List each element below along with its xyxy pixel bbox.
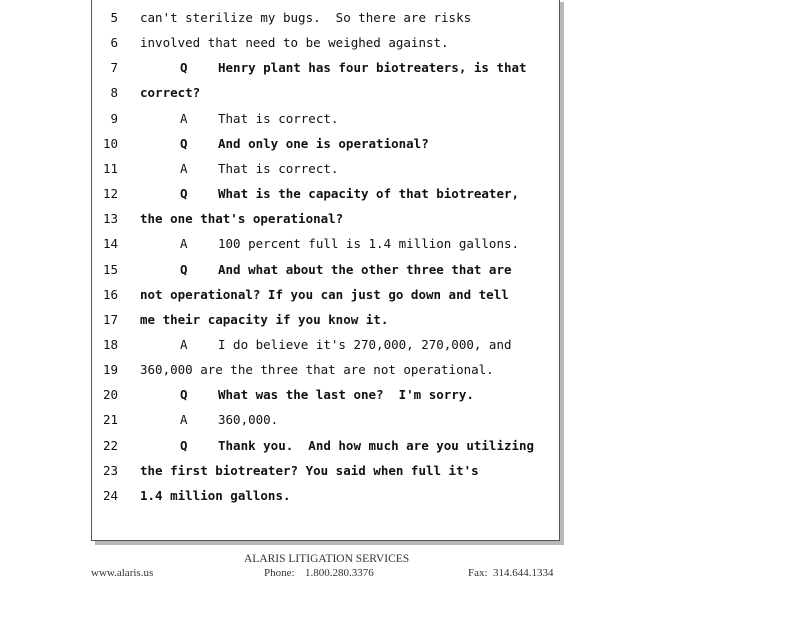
transcript-line — [92, 31, 562, 55]
line-number: 22 — [102, 437, 118, 453]
line-number: 7 — [110, 60, 118, 76]
line-text: correct? — [140, 85, 201, 101]
transcript-line — [92, 132, 562, 156]
transcript-line — [92, 459, 562, 483]
line-text: the first biotreater? You said when full it's — [140, 462, 479, 478]
line-number: 9 — [110, 110, 118, 126]
line-text: can't sterilize my bugs. So there are risks — [140, 10, 472, 25]
transcript-line — [92, 408, 562, 432]
line-number: 14 — [102, 236, 118, 252]
line-text: 360,000. — [218, 412, 279, 428]
line-text: Henry plant has four biotreaters, is that — [218, 60, 527, 76]
line-text: 100 percent full is 1.4 million gallons. — [218, 236, 520, 252]
line-text: me their capacity if you know it. — [140, 311, 389, 327]
transcript-line — [92, 6, 562, 30]
transcript-page — [91, 0, 560, 541]
answer-label: A — [180, 236, 188, 252]
answer-label: A — [180, 110, 188, 126]
line-number: 20 — [102, 387, 118, 403]
footer-phone-label: Phone: — [264, 567, 295, 579]
line-text: 360,000 are the three that are not operational. — [140, 362, 494, 378]
question-label: Q — [180, 135, 188, 151]
answer-label: A — [180, 160, 188, 176]
question-label: Q — [180, 387, 188, 403]
footer-phone: 1.800.280.3376 — [305, 567, 374, 579]
transcript-line — [92, 484, 562, 508]
transcript-line — [92, 333, 562, 357]
transcript-line — [92, 383, 562, 407]
line-number: 16 — [102, 286, 118, 302]
line-text: What was the last one? I'm sorry. — [218, 387, 474, 403]
line-text: not operational? If you can just go down and tell — [140, 286, 509, 302]
transcript-line — [92, 182, 562, 206]
line-number: 15 — [102, 261, 118, 277]
line-number: 18 — [102, 336, 118, 352]
footer-fax: 314.644.1334 — [493, 567, 554, 579]
transcript-line — [92, 308, 562, 332]
transcript-line — [92, 107, 562, 131]
line-number: 12 — [102, 186, 118, 202]
line-text: involved that need to be weighed against. — [140, 35, 449, 51]
line-number: 21 — [102, 412, 118, 428]
transcript-line — [92, 283, 562, 307]
line-text: Thank you. And how much are you utilizing — [218, 437, 535, 453]
question-label: Q — [180, 186, 188, 202]
line-number: 5 — [110, 10, 118, 25]
line-text: That is correct. — [218, 160, 339, 176]
line-text: 1.4 million gallons. — [140, 487, 291, 503]
transcript-line — [92, 207, 562, 231]
answer-label: A — [180, 336, 188, 352]
line-number: 10 — [102, 135, 118, 151]
line-number: 19 — [102, 362, 118, 378]
question-label: Q — [180, 261, 188, 277]
footer-fax-label: Fax: — [468, 567, 488, 579]
line-number: 11 — [102, 160, 118, 176]
line-number: 13 — [102, 211, 118, 227]
line-text: And only one is operational? — [218, 135, 429, 151]
line-text: What is the capacity of that biotreater, — [218, 186, 520, 202]
transcript-line — [92, 56, 562, 80]
transcript-line — [92, 258, 562, 282]
line-number: 23 — [102, 462, 118, 478]
answer-label: A — [180, 412, 188, 428]
transcript-line — [92, 157, 562, 181]
transcript-line — [92, 434, 562, 458]
footer-website: www.alaris.us — [91, 567, 154, 579]
line-number: 24 — [102, 487, 118, 503]
line-text: I do believe it's 270,000, 270,000, and — [218, 336, 512, 352]
transcript-line — [92, 358, 562, 382]
line-number: 17 — [102, 311, 118, 327]
transcript-line — [92, 232, 562, 256]
question-label: Q — [180, 437, 188, 453]
transcript-line — [92, 81, 562, 105]
footer-company: ALARIS LITIGATION SERVICES — [244, 553, 410, 565]
line-number: 6 — [110, 35, 118, 51]
line-text: That is correct. — [218, 110, 339, 126]
line-number: 8 — [110, 85, 118, 101]
line-text: And what about the other three that are — [218, 261, 512, 277]
line-text: the one that's operational? — [140, 211, 344, 227]
question-label: Q — [180, 60, 188, 76]
